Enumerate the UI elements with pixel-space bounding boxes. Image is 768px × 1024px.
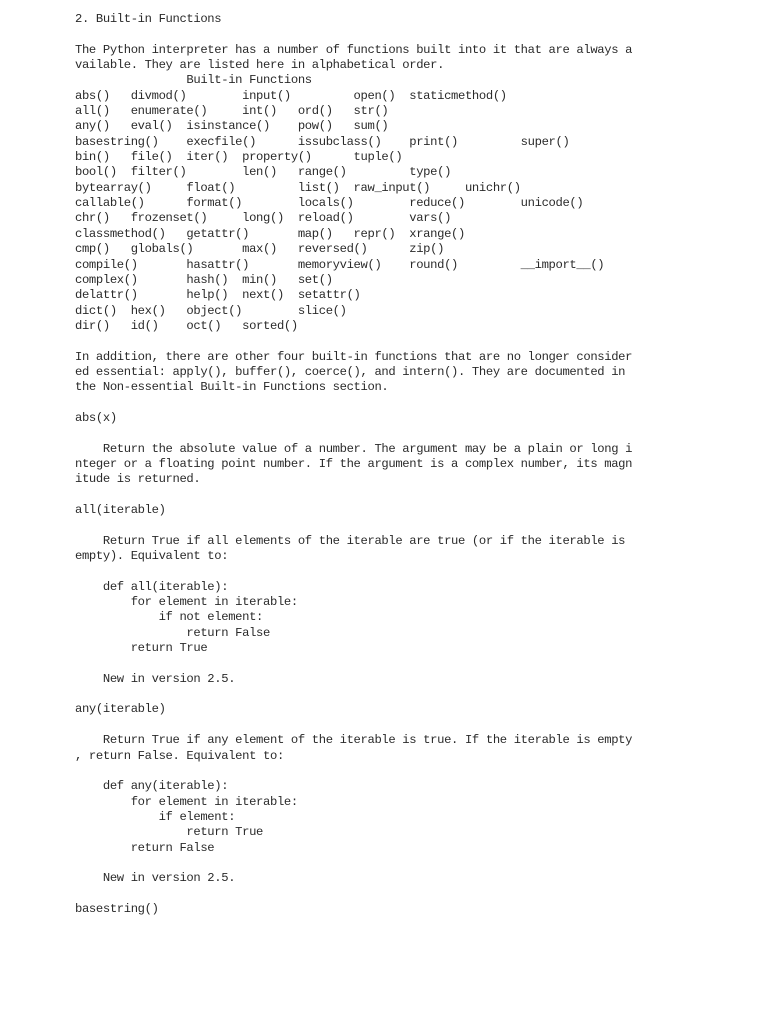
- abs-desc-line: nteger or a floating point number. If the argument is a complex number, its magn: [75, 456, 633, 471]
- code-line: def any(iterable):: [75, 779, 229, 794]
- table-row: any() eval() isinstance() pow() sum(): [75, 119, 389, 134]
- code-line: return False: [75, 625, 270, 640]
- table-caption: Built-in Functions: [75, 73, 312, 88]
- any-code-block: [75, 779, 695, 856]
- table-row: bool() filter() len() range() type(): [75, 165, 452, 180]
- all-description: [75, 534, 695, 565]
- all-desc-line: Return True if all elements of the iterable are true (or if the iterable is: [75, 533, 626, 548]
- any-description: [75, 733, 695, 764]
- table-row: bin() file() iter() property() tuple(): [75, 150, 403, 165]
- builtin-functions-table: [75, 73, 695, 334]
- any-desc-line: Return True if any element of the iterable is true. If the iterable is empty: [75, 733, 633, 748]
- any-desc-line: , return False. Equivalent to:: [75, 748, 284, 763]
- document-page: [75, 12, 695, 917]
- addition-line: ed essential: apply(), buffer(), coerce(), and intern(). They are documented in: [75, 364, 626, 379]
- basestring-signature: basestring(): [75, 901, 159, 916]
- intro-line: vailable. They are listed here in alphabetical order.: [75, 58, 445, 73]
- intro-paragraph: [75, 43, 695, 74]
- table-row: classmethod() getattr() map() repr() xrange(): [75, 226, 465, 241]
- code-line: if not element:: [75, 610, 264, 625]
- table-row: callable() format() locals() reduce() unicode(): [75, 196, 584, 211]
- code-line: for element in iterable:: [75, 794, 298, 809]
- table-row: chr() frozenset() long() reload() vars(): [75, 211, 452, 226]
- abs-desc-line: Return the absolute value of a number. The argument may be a plain or long i: [75, 441, 633, 456]
- code-line: def all(iterable):: [75, 579, 229, 594]
- table-row: complex() hash() min() set(): [75, 272, 333, 287]
- any-signature: any(iterable): [75, 702, 166, 717]
- abs-signature: abs(x): [75, 410, 117, 425]
- table-row: all() enumerate() int() ord() str(): [75, 104, 389, 119]
- table-row: compile() hasattr() memoryview() round() __import__(): [75, 257, 605, 272]
- table-row: dict() hex() object() slice(): [75, 303, 347, 318]
- addition-paragraph: [75, 350, 695, 396]
- table-row: dir() id() oct() sorted(): [75, 318, 298, 333]
- table-row: bytearray() float() list() raw_input() unichr(): [75, 180, 521, 195]
- all-code-block: [75, 580, 695, 657]
- table-row: abs() divmod() input() open() staticmethod(): [75, 88, 507, 103]
- addition-line: the Non-essential Built-in Functions section.: [75, 380, 389, 395]
- code-line: return True: [75, 825, 264, 840]
- addition-line: In addition, there are other four built-in functions that are no longer consider: [75, 349, 633, 364]
- section-heading: 2. Built-in Functions: [75, 12, 222, 26]
- all-desc-line: empty). Equivalent to:: [75, 549, 229, 564]
- table-row: cmp() globals() max() reversed() zip(): [75, 242, 445, 257]
- all-signature: all(iterable): [75, 503, 166, 517]
- code-line: return False: [75, 840, 215, 855]
- table-row: delattr() help() next() setattr(): [75, 288, 361, 303]
- intro-line: The Python interpreter has a number of functions built into it that are always a: [75, 42, 633, 57]
- abs-desc-line: itude is returned.: [75, 472, 201, 487]
- table-row: basestring() execfile() issubclass() print() super(): [75, 134, 570, 149]
- code-line: return True: [75, 641, 208, 656]
- any-version-note: New in version 2.5.: [75, 871, 236, 886]
- all-version-note: New in version 2.5.: [75, 671, 236, 686]
- abs-description: [75, 442, 695, 488]
- code-line: if element:: [75, 809, 236, 824]
- code-line: for element in iterable:: [75, 595, 298, 610]
